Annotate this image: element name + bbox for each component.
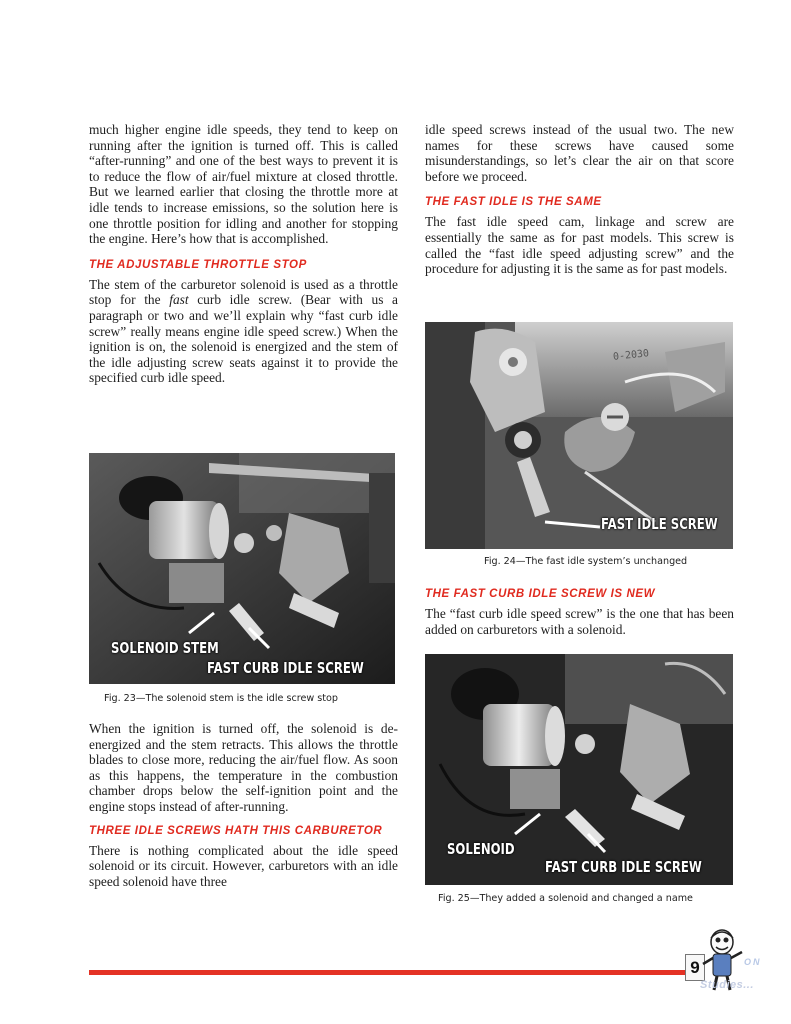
- figure-23-photo: [89, 453, 395, 684]
- left-column-lower: [89, 721, 398, 889]
- carburetor-stamp: 0-2030: [612, 348, 650, 363]
- right-column-lower: [425, 588, 734, 637]
- left-paragraph-2-part-a: The stem of the carburetor solenoid is used as a throttle stop for the: [89, 276, 398, 308]
- left-column: [89, 122, 398, 386]
- figure-24-label-fast-idle-screw: FAST IDLE SCREW: [601, 515, 718, 533]
- right-column: [425, 122, 734, 277]
- right-paragraph-3: The “fast curb idle speed screw” is the one that has been added on carburetors with a solenoid.: [425, 606, 734, 637]
- page-number: 9: [685, 954, 705, 981]
- figure-25-label-solenoid: SOLENOID: [447, 840, 515, 858]
- left-paragraph-2-emphasis: fast: [169, 292, 189, 308]
- figure-25-label-fast-curb-idle-screw: FAST CURB IDLE SCREW: [545, 858, 702, 876]
- figure-25-photo: [425, 654, 733, 885]
- left-paragraph-2-part-b: curb idle screw. (Bear with us a paragraph or two and we’ll explain why “fast curb idle screw” really means engine idle speed screw.) When the ignition is on, the solenoid is energized and the stem of the idle adjusting screw seats against it to provide the specified curb idle speed.: [89, 292, 399, 386]
- heading-adjustable-throttle-stop: THE ADJUSTABLE THROTTLE STOP: [89, 258, 307, 271]
- left-paragraph-2: [89, 277, 398, 386]
- heading-fast-idle-same: THE FAST IDLE IS THE SAME: [425, 196, 602, 209]
- footer-rule: [89, 970, 687, 975]
- figure-24-caption: Fig. 24—The fast idle system’s unchanged: [484, 556, 688, 567]
- left-paragraph-1: much higher engine idle speeds, they tend to keep on running after the ignition is turned off. This is called “after-running” and one of the best ways to prevent it is to reduce the flow of air/fuel mixture at closed throttle. But we learned earlier that closing the throttle more at idle tends to increase emissions, so the solution here is one throttle position for idling and another for stopping the engine. Here’s how that is accomplished.: [89, 122, 398, 247]
- figure-23-label-fast-curb-idle-screw: FAST CURB IDLE SCREW: [207, 659, 364, 677]
- watermark-top: ON: [744, 957, 762, 967]
- right-paragraph-2: The fast idle speed cam, linkage and screw are essentially the same as for past models. This screw is called the “fast idle speed adjusting screw” and the procedure for adjusting it is the same as for past models.: [425, 214, 734, 277]
- figure-24-photo: [425, 322, 733, 549]
- watermark-bottom: Studies...: [700, 979, 754, 991]
- heading-three-idle-screws: THREE IDLE SCREWS HATH THIS CARBURETOR: [89, 824, 383, 837]
- heading-fast-curb-idle-new: THE FAST CURB IDLE SCREW IS NEW: [425, 588, 656, 600]
- right-paragraph-1: idle speed screws instead of the usual two. The new names for these screws have caused some misunderstandings, so let’s clear the air on that score before we proceed.: [425, 122, 734, 184]
- figure-23-label-solenoid-stem: SOLENOID STEM: [111, 639, 219, 657]
- left-paragraph-3: When the ignition is turned off, the solenoid is de-energized and the stem retracts. This allows the throttle blades to close more, reducing the air/fuel flow. As soon as this happens, the temperature in the combustion chamber drops below the self-ignition point and the engine stops instead of after-running.: [89, 721, 398, 814]
- figure-25-caption: Fig. 25—They added a solenoid and changed a name: [438, 893, 693, 904]
- figure-23-caption: Fig. 23—The solenoid stem is the idle screw stop: [104, 693, 339, 704]
- left-paragraph-4: There is nothing complicated about the idle speed solenoid or its circuit. However, carburetors with an idle speed solenoid have three: [89, 842, 398, 889]
